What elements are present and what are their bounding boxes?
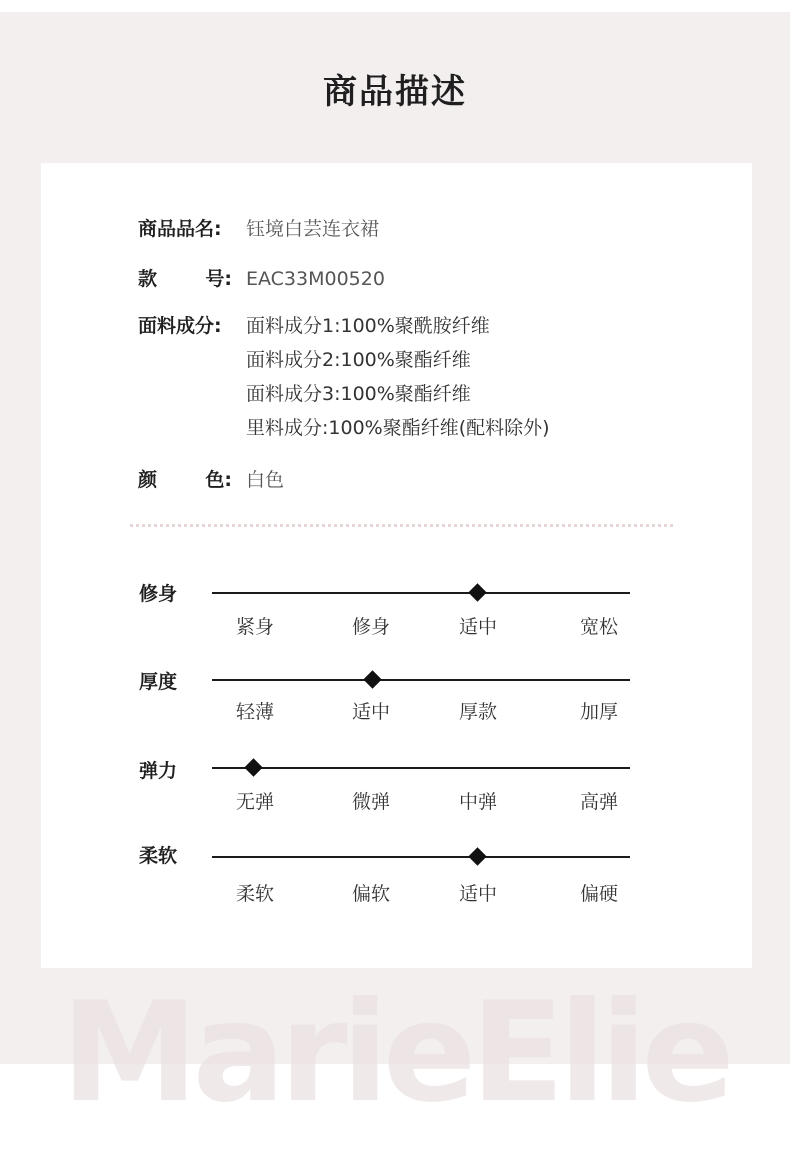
name-label: 商品品名: <box>138 218 222 240</box>
meter-option: 适中 <box>458 616 498 638</box>
meter-option: 柔软 <box>235 883 275 905</box>
meter-label: 弹力 <box>139 760 178 782</box>
meter-option: 适中 <box>458 883 498 905</box>
composition-label: 面料成分: <box>138 315 222 337</box>
meter-option: 修身 <box>351 616 391 638</box>
sku-label-char: 号: <box>205 268 232 290</box>
brand-watermark: MarieElie <box>61 972 729 1133</box>
meter-marker <box>244 758 262 776</box>
meter-marker <box>468 847 486 865</box>
meter-label: 柔软 <box>139 845 178 867</box>
meter-track <box>212 856 630 858</box>
sku-label <box>138 266 232 292</box>
composition-line: 里料成分:100%聚酯纤维(配料除外) <box>246 417 550 439</box>
meter-label: 厚度 <box>139 671 178 693</box>
meter-label: 修身 <box>139 583 178 605</box>
meter-option: 宽松 <box>579 616 619 638</box>
meter-track <box>212 679 630 681</box>
meter-track <box>212 592 630 594</box>
meter-option: 无弹 <box>235 791 275 813</box>
meter-option: 偏硬 <box>579 883 619 905</box>
color-label-char: 色: <box>205 469 232 491</box>
meter-option: 加厚 <box>579 701 619 723</box>
meter-option: 高弹 <box>579 791 619 813</box>
meter-option: 偏软 <box>351 883 391 905</box>
composition-line: 面料成分1:100%聚酰胺纤维 <box>246 315 490 337</box>
meter-option: 轻薄 <box>235 701 275 723</box>
color-label-char: 颜 <box>138 469 158 491</box>
meter-option: 微弹 <box>351 791 391 813</box>
product-info-card <box>41 163 752 968</box>
dotted-divider <box>130 524 673 527</box>
meter-option: 厚款 <box>458 701 498 723</box>
meter-option: 紧身 <box>235 616 275 638</box>
color-label <box>138 467 232 493</box>
name-value: 钰境白芸连衣裙 <box>246 218 380 240</box>
meter-marker <box>468 583 486 601</box>
page-title: 商品描述 <box>323 72 467 112</box>
color-value: 白色 <box>246 469 285 491</box>
meter-track <box>212 767 630 769</box>
meter-option: 适中 <box>351 701 391 723</box>
meter-marker <box>363 670 381 688</box>
composition-line: 面料成分3:100%聚酯纤维 <box>246 383 471 405</box>
meter-option: 中弹 <box>458 791 498 813</box>
composition-line: 面料成分2:100%聚酯纤维 <box>246 349 471 371</box>
sku-value: EAC33M00520 <box>246 268 385 290</box>
sku-label-char: 款 <box>138 268 158 290</box>
